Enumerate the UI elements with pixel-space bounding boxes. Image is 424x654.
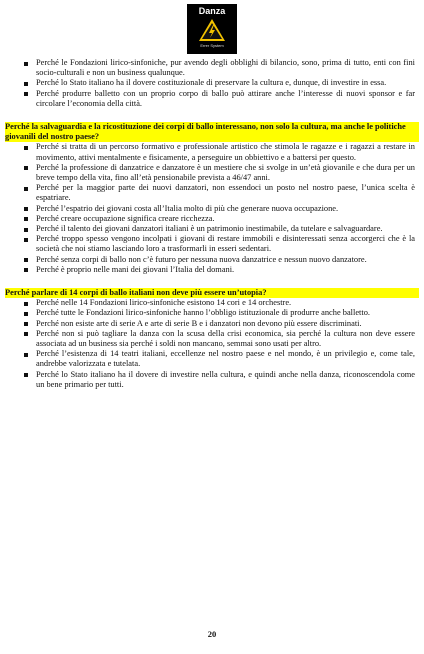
list-item: Perché le Fondazioni lirico-sinfoniche, pur avendo degli obblighi di bilancio, sono, prima di tutto, enti con fini socio-culturali e non un business qualunque.: [5, 58, 419, 78]
list-item: Perché lo Stato italiano ha il dovere costituzionale di preservare la cultura e, dunque, di investire in essa.: [5, 78, 419, 88]
page-number: 20: [207, 629, 217, 639]
list-item: Perché il talento dei giovani danzatori italiani è un patrimonio inestimabile, da tutelare e salvaguardare.: [5, 224, 419, 234]
list-item: Perché senza corpi di ballo non c’è futuro per nessuna nuova danzatrice e nessun nuovo danzatore.: [5, 255, 419, 265]
list-item: Perché l’esistenza di 14 teatri italiani, eccellenze nel nostro paese e nel mondo, è un privilegio e, come tale, andrebbe valorizzata e tutelata.: [5, 349, 419, 369]
list-item: Perché produrre balletto con un proprio corpo di ballo può attirare anche l’interesse di nuovi sponsor e far circolare l’economia della città.: [5, 89, 419, 109]
logo-title: Danza: [198, 6, 226, 16]
logo: [187, 4, 237, 54]
section-3-list: [5, 298, 419, 390]
section-3-heading: Perché parlare di 14 corpi di ballo italiani non deve più essere un’utopia?: [5, 288, 419, 298]
section-1-list: [5, 58, 419, 109]
list-item: Perché lo Stato italiano ha il dovere di investire nella cultura, e quindi anche nella danza, riconoscendola come un bene primario per tutti.: [5, 370, 419, 390]
list-item: Perché creare occupazione significa creare ricchezza.: [5, 214, 419, 224]
list-item: Perché non esiste arte di serie A e arte di serie B e i danzatori non devono più essere discriminati.: [5, 319, 419, 329]
list-item: Perché l’espatrio dei giovani costa all’Italia molto di più che generare nuova occupazione.: [5, 204, 419, 214]
logo-subtitle: Errer System: [200, 43, 224, 48]
document-body: [5, 58, 419, 390]
list-item: Perché tutte le Fondazioni lirico-sinfoniche hanno l’obbligo istituzionale di produrre anche balletto.: [5, 308, 419, 318]
list-item: Perché la professione di danzatrice e danzatore è un mestiere che si svolge in un’età giovanile e che dura per un breve tempo della vita, fino all’età pensionabile prevista a 46/47 anni.: [5, 163, 419, 183]
list-item: Perché non si può tagliare la danza con la scusa della crisi economica, sia perché la cultura non deve essere associata ad un business sia perché i soldi non mancano, semmai sono usati per altro.: [5, 329, 419, 349]
section-2-heading: Perché la salvaguardia e la ricostituzione dei corpi di ballo interessano, non solo la cultura, ma anche le politiche giovanili del nostro paese?: [5, 122, 419, 142]
list-item: Perché si tratta di un percorso formativo e professionale artistico che stimola le ragazze e i ragazzi a restare in movimento, attivi mentalmente e fisicamente, a perseguire un obbiettivo e a battersi per questo.: [5, 142, 419, 162]
section-2-list: [5, 142, 419, 275]
list-item: Perché nelle 14 Fondazioni lirico-sinfoniche esistono 14 cori e 14 orchestre.: [5, 298, 419, 308]
list-item: Perché è proprio nelle mani dei giovani l’Italia del domani.: [5, 265, 419, 275]
list-item: Perché per la maggior parte dei nuovi danzatori, non essendoci un posto nel nostro paese, l’unica scelta è espatriare.: [5, 183, 419, 203]
list-item: Perché troppo spesso vengono incolpati i giovani di restare immobili e disinteressati senza accorgerci che è la società che noi stiamo lasciando loro a trasformarli in esseri sedentari.: [5, 234, 419, 254]
warning-triangle-icon: [197, 17, 227, 43]
